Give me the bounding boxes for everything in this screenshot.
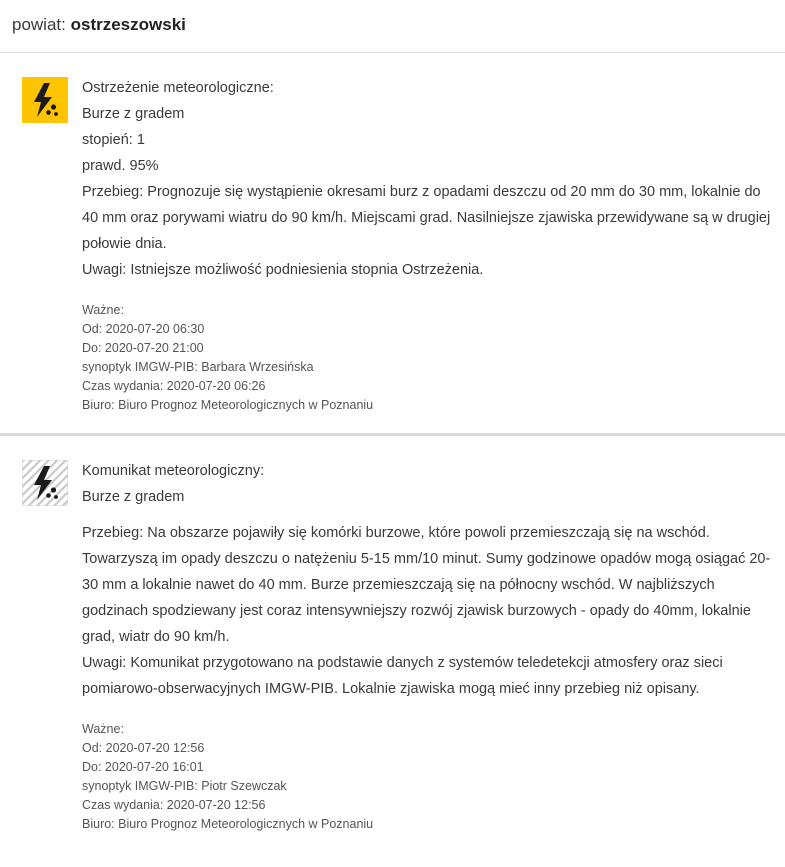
alert-probability: prawd. 95% bbox=[82, 158, 159, 175]
validity-issued: Czas wydania: 2020-07-20 12:56 bbox=[82, 798, 266, 813]
alert-item bbox=[0, 433, 785, 852]
alert-heading bbox=[82, 75, 771, 127]
alert-course: Przebieg: Na obszarze pojawiły się komórki burzowe, które powoli przemieszczają się na wschód. Towarzyszą im opady deszczu o natężeniu 5-15 mm/10 minut. Sumy godzinowe opadów mogą osiągać 20-30 mm a lokalnie nawet do 40 mm. Burze przemieszczają się na północny wschód. W najbliższych godzinach spodziewany jest coraz intensywniejszy rozwój zjawisk burzowych - opady do 40mm, lokalnie grad, wiatr do 90 km/h. bbox=[82, 525, 771, 646]
validity-heading: Ważne: bbox=[82, 722, 124, 737]
alert-course: Przebieg: Prognozuje się wystąpienie okresami burz z opadami deszczu od 20 mm do 30 mm, lokalnie do 40 mm oraz porywami wiatru do 90 km/h. Miejscami grad. Nasilniejsze zjawiska przewidywane są w drugiej połowie dnia. bbox=[82, 184, 771, 253]
alert-body bbox=[82, 75, 771, 415]
page-title-value: ostrzeszowski bbox=[70, 15, 186, 34]
validity-forecaster: synoptyk IMGW-PIB: Piotr Szewczak bbox=[82, 779, 287, 794]
alert-remarks: Uwagi: Komunikat przygotowano na podstawie danych z systemów teledetekcji atmosfery oraz sieci pomiarowo-obserwacyjnych IMGW-PIB. Lokalnie zjawiska mogą mieć inny przebieg niż opisany. bbox=[82, 655, 723, 698]
alert-icon-wrap bbox=[22, 458, 68, 506]
validity-to: Do: 2020-07-20 16:01 bbox=[82, 760, 204, 775]
page-header bbox=[0, 0, 785, 53]
alert-list bbox=[0, 53, 785, 852]
validity-from: Od: 2020-07-20 06:30 bbox=[82, 322, 205, 337]
validity-issued: Czas wydania: 2020-07-20 06:26 bbox=[82, 379, 266, 394]
alert-icon-wrap bbox=[22, 75, 68, 123]
validity-office: Biuro: Biuro Prognoz Meteorologicznych w Poznaniu bbox=[82, 398, 374, 413]
alert-phenomenon: Burze z gradem bbox=[82, 489, 185, 506]
validity-forecaster: synoptyk IMGW-PIB: Barbara Wrzesińska bbox=[82, 360, 314, 375]
validity-heading: Ważne: bbox=[82, 303, 124, 318]
alert-course-text bbox=[82, 520, 771, 702]
validity-from: Od: 2020-07-20 12:56 bbox=[82, 741, 205, 756]
page-title bbox=[12, 14, 773, 36]
storm-hail-warning-icon bbox=[22, 77, 68, 123]
validity-office: Biuro: Biuro Prognoz Meteorologicznych w Poznaniu bbox=[82, 817, 374, 832]
alert-kind: Komunikat meteorologiczny: bbox=[82, 463, 265, 480]
alert-course-text bbox=[82, 179, 771, 283]
alert-validity bbox=[82, 301, 771, 415]
alert-spacer bbox=[82, 510, 771, 520]
page-title-label: powiat: bbox=[12, 15, 66, 34]
storm-hail-communique-icon bbox=[22, 460, 68, 506]
alert-remarks: Uwagi: Istniejsze możliwość podniesienia stopnia Ostrzeżenia. bbox=[82, 262, 484, 279]
alert-item bbox=[0, 53, 785, 433]
alert-kind: Ostrzeżenie meteorologiczne: bbox=[82, 80, 274, 97]
alert-validity bbox=[82, 720, 771, 834]
alert-degree: stopień: 1 bbox=[82, 132, 145, 149]
validity-to: Do: 2020-07-20 21:00 bbox=[82, 341, 204, 356]
alert-heading bbox=[82, 458, 771, 510]
alert-body bbox=[82, 458, 771, 834]
alert-phenomenon: Burze z gradem bbox=[82, 106, 185, 123]
